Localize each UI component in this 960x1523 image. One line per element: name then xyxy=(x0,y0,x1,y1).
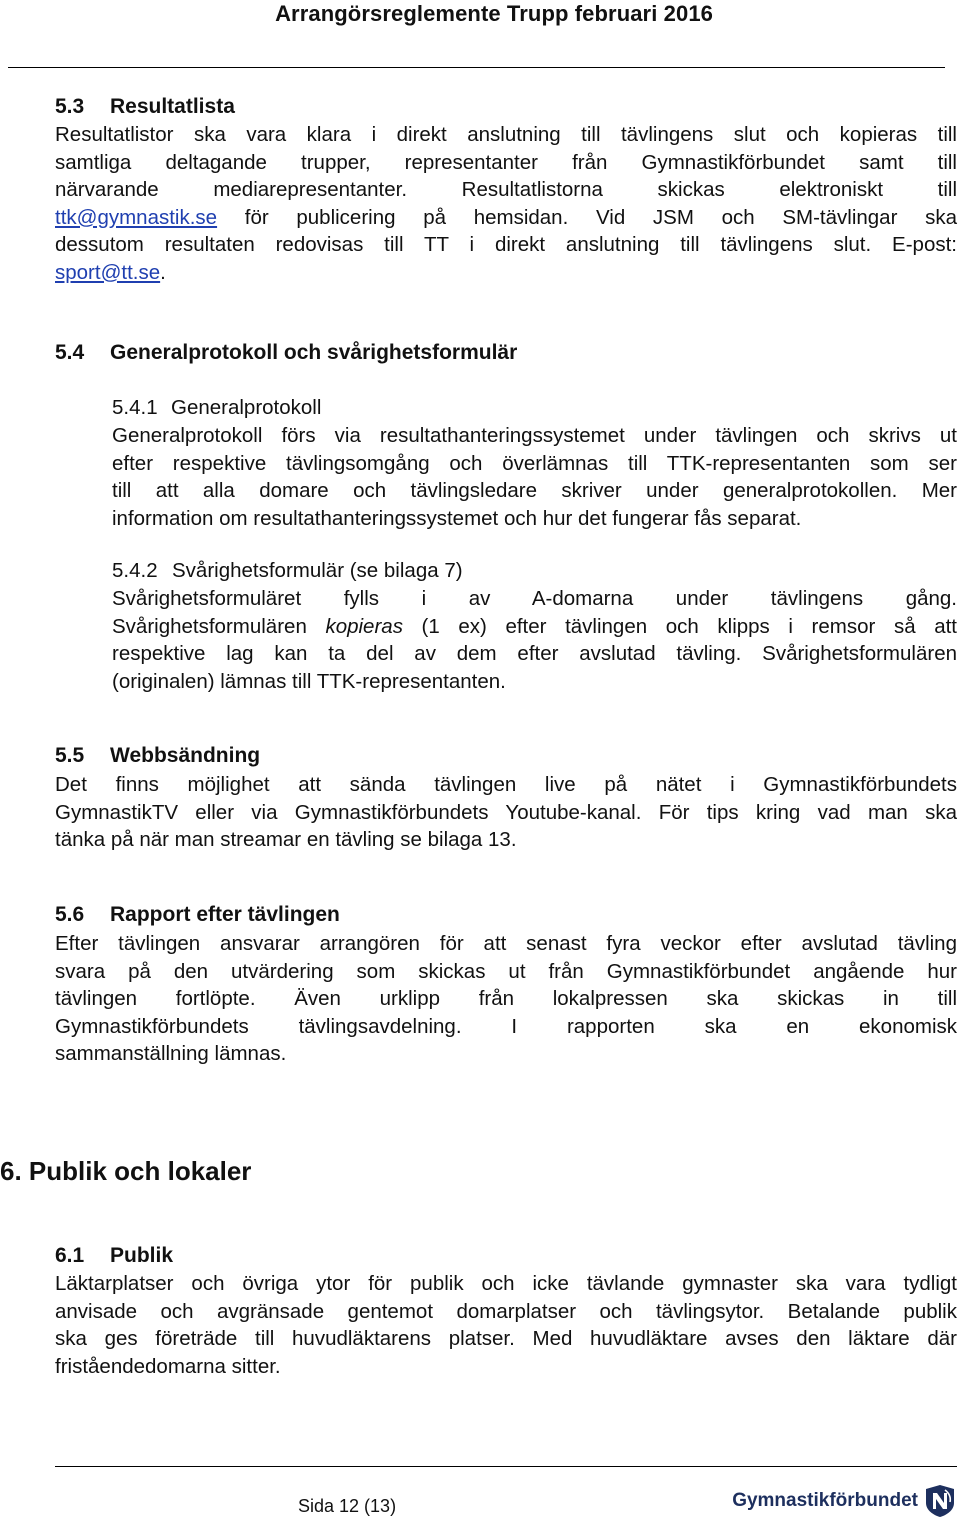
section-5-6-body xyxy=(55,930,957,1068)
section-5-6-heading xyxy=(55,903,340,927)
section-number: 5.4.1 xyxy=(112,396,158,419)
text-line: ska ges företräde till huvudläktarens platser. Med huvudläktare avses den läktare där xyxy=(55,1327,957,1350)
section-5-3-body xyxy=(55,121,957,286)
section-6-1-body xyxy=(55,1270,957,1380)
section-5-4-2-heading xyxy=(112,559,463,583)
footer-brand xyxy=(732,1484,956,1518)
emphasis-kopieras: kopieras xyxy=(325,614,403,638)
section-title: Generalprotokoll xyxy=(171,396,322,419)
page-number: Sida 12 (13) xyxy=(298,1496,397,1516)
text-line: Efter tävlingen ansvarar arrangören för att senast fyra veckor efter avslutad tävling xyxy=(55,932,957,955)
text-fragment: . xyxy=(160,260,166,284)
section-number: 5.4 xyxy=(55,341,85,364)
section-title: Rapport efter tävlingen xyxy=(110,903,340,926)
section-title: Svårighetsformulär (se bilaga 7) xyxy=(172,559,463,582)
section-title: Resultatlista xyxy=(110,95,235,118)
section-5-4-1-heading xyxy=(112,396,321,420)
text-line: GymnastikTV eller via Gymnastikförbundets Youtube-kanal. För tips kring vad man ska xyxy=(55,800,957,824)
section-title: Webbsändning xyxy=(110,744,261,767)
text-line: dessutom resultaten redovisas till TT i direkt anslutning till tävlingens slut. E-post: xyxy=(55,233,957,256)
section-number: 5.5 xyxy=(55,744,85,767)
text-fragment: för publicering på hemsidan. Vid JSM och SM-tävlingar ska xyxy=(217,205,957,229)
text-fragment: Svårighetsformulären xyxy=(112,614,326,638)
text-line: Det finns möjlighet att sända tävlingen live på nätet i Gymnastikförbundets xyxy=(55,773,957,796)
text-line: information om resultathanteringssystemet och hur det fungerar fås separat. xyxy=(112,506,802,530)
header-divider xyxy=(8,67,945,68)
text-line: tänka på när man streamar en tävling se bilaga 13. xyxy=(55,828,517,851)
document-header-title: Arrangörsreglemente Trupp februari 2016 xyxy=(275,1,713,26)
email-link-sport[interactable]: sport@tt.se xyxy=(55,260,161,284)
section-5-5-heading xyxy=(55,744,260,768)
section-5-4-2-body xyxy=(112,585,957,695)
text-line: samtliga deltagande trupper, representanter från Gymnastikförbundet samt till xyxy=(55,150,957,174)
section-5-5-body xyxy=(55,771,957,854)
text-line: Läktarplatser och övriga ytor för publik och icke tävlande gymnaster ska vara tydligt xyxy=(55,1272,957,1295)
text-line: Gymnastikförbundets tävlingsavdelning. I rapporten ska en ekonomisk xyxy=(55,1014,957,1038)
text-line xyxy=(55,204,957,232)
text-line: svara på den utvärdering som skickas ut från Gymnastikförbundet angående hur xyxy=(55,959,957,983)
gymnastikforbundet-logo-icon xyxy=(924,1484,956,1518)
section-number: 5.3 xyxy=(55,95,85,118)
section-6-1-heading xyxy=(55,1244,173,1268)
text-line: Resultatlistor ska vara klara i direkt anslutning till tävlingens slut och kopieras till xyxy=(55,123,957,146)
text-line: respektive lag kan ta del av dem efter avslutad tävling. Svårighetsformulären xyxy=(112,642,957,665)
section-number: 5.6 xyxy=(55,903,85,926)
text-line: Generalprotokoll förs via resultathanteringssystemet under tävlingen och skrivs ut xyxy=(112,424,957,447)
text-line xyxy=(55,259,957,287)
text-line xyxy=(112,613,957,641)
text-line: tävlingen fortlöpte. Även urklipp från lokalpressen ska skickas in till xyxy=(55,987,957,1010)
text-line: friståendedomarna sitter. xyxy=(55,1354,281,1378)
text-line: sammanställning lämnas. xyxy=(55,1042,287,1065)
email-link-ttk[interactable]: ttk@gymnastik.se xyxy=(55,205,218,229)
section-number: 6.1 xyxy=(55,1244,85,1267)
section-title: Generalprotokoll och svårighetsformulär xyxy=(110,341,518,364)
footer-divider xyxy=(55,1466,957,1467)
text-line: (originalen) lämnas till TTK-representanten. xyxy=(112,669,506,693)
section-title: Publik xyxy=(110,1244,174,1267)
section-number: 5.4.2 xyxy=(112,559,158,582)
text-line: anvisade och avgränsade gentemot domarplatser och tävlingsytor. Betalande publik xyxy=(55,1299,957,1323)
section-5-4-heading xyxy=(55,341,517,365)
section-5-3-heading xyxy=(55,95,235,119)
text-line: efter respektive tävlingsomgång och överlämnas till TTK-representanten som ser xyxy=(112,451,957,475)
brand-name: Gymnastikförbundet xyxy=(732,1490,918,1511)
text-line: till att alla domare och tävlingsledare skriver under generalprotokollen. Mer xyxy=(112,479,957,502)
text-line: Svårighetsformuläret fylls i av A-domarna under tävlingens gång. xyxy=(112,587,957,610)
chapter-6-heading: 6. Publik och lokaler xyxy=(0,1156,252,1186)
text-fragment: (1 ex) efter tävlingen och klipps i remsor så att xyxy=(402,614,957,638)
text-line: närvarande mediarepresentanter. Resultatlistorna skickas elektroniskt till xyxy=(55,178,957,201)
section-5-4-1-body xyxy=(112,422,957,532)
